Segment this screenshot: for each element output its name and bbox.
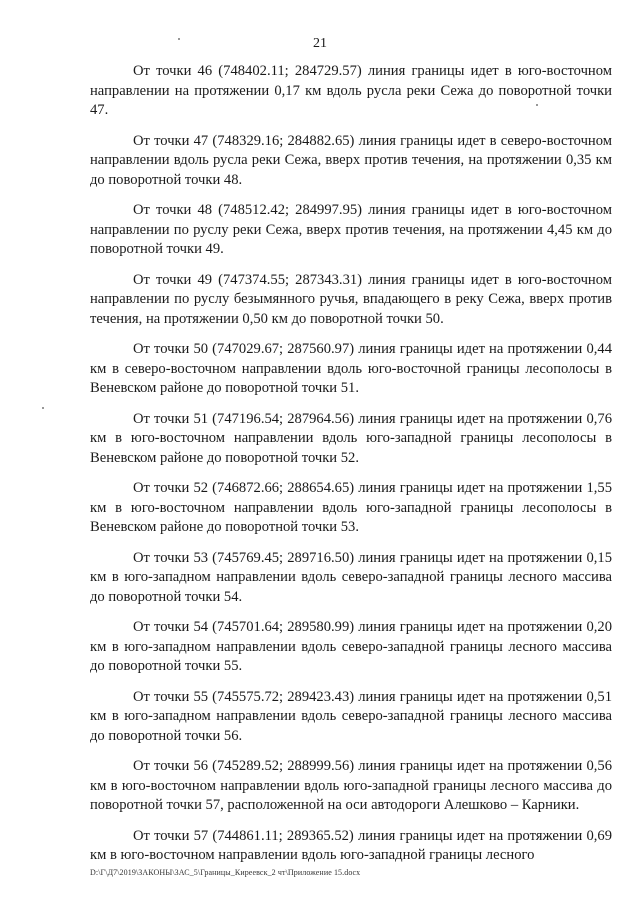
paragraph-point-46: От точки 46 (748402.11; 284729.57) линия границы идет в юго-восточном направлении на протяжении 0,17 км вдоль русла реки Сежа до поворотной точки 47. xyxy=(90,63,612,118)
paragraph-point-57: От точки 57 (744861.11; 289365.52) линия границы идет на протяжении 0,69 км в юго-восточном направлении вдоль юго-западной границы лесного xyxy=(90,827,612,863)
paragraph-point-56: От точки 56 (745289.52; 288999.56) линия границы идет на протяжении 0,56 км в юго-восточном направлении вдоль юго-западной границы лесного массива до поворотной точки 57, расположенной на оси автодороги Алешково – Карники. xyxy=(90,758,612,813)
paragraph-point-49: От точки 49 (747374.55; 287343.31) линия границы идет в юго-восточном направлении по руслу безымянного ручья, впадающего в реку Сежа, вверх против течения, на протяжении 0,50 км до поворотной точки 50. xyxy=(90,271,612,327)
scan-speck xyxy=(178,38,180,40)
paragraph-point-50: От точки 50 (747029.67; 287560.97) линия границы идет на протяжении 0,44 км в северо-восточном направлении вдоль юго-восточной границы лесополосы в Веневском районе до поворотной точки 51. xyxy=(90,341,612,396)
paragraph-point-48: От точки 48 (748512.42; 284997.95) линия границы идет в юго-восточном направлении по руслу реки Сежа, вверх против течения, на протяжении 4,45 км до поворотной точки 49. xyxy=(90,202,612,257)
paragraph-point-53: От точки 53 (745769.45; 289716.50) линия границы идет на протяжении 0,15 км в юго-западном направлении вдоль северо-западной границы лесного массива до поворотной точки 54. xyxy=(90,549,612,605)
page-number: 21 xyxy=(313,36,327,51)
paragraph-point-55: От точки 55 (745575.72; 289423.43) линия границы идет на протяжении 0,51 км в юго-западном направлении вдоль северо-западной границы лесного массива до поворотной точки 56. xyxy=(90,688,612,744)
document-body xyxy=(90,62,612,877)
paragraph-point-47: От точки 47 (748329.16; 284882.65) линия границы идет в северо-восточном направлении вдоль русла реки Сежа, вверх против течения, на протяжении 0,35 км до поворотной точки 48. xyxy=(90,132,612,188)
paragraph-point-52: От точки 52 (746872.66; 288654.65) линия границы идет на протяжении 1,55 км в юго-восточном направлении вдоль юго-западной границы лесополосы в Веневском районе до поворотной точки 53. xyxy=(90,480,612,535)
scan-speck xyxy=(42,407,44,409)
file-path-footer: D:\Г\Д7\2019\ЗАКОНЫ\ЗАС_5\Границы_Киреевск_2 чт\Приложение 15.docx xyxy=(90,868,361,877)
paragraph-point-51: От точки 51 (747196.54; 287964.56) линия границы идет на протяжении 0,76 км в юго-восточном направлении вдоль юго-западной границы лесополосы в Веневском районе до поворотной точки 52. xyxy=(90,410,612,466)
paragraph-point-54: От точки 54 (745701.64; 289580.99) линия границы идет на протяжении 0,20 км в юго-западном направлении вдоль северо-западной границы лесного массива до поворотной точки 55. xyxy=(90,619,612,674)
scan-speck xyxy=(536,104,538,106)
